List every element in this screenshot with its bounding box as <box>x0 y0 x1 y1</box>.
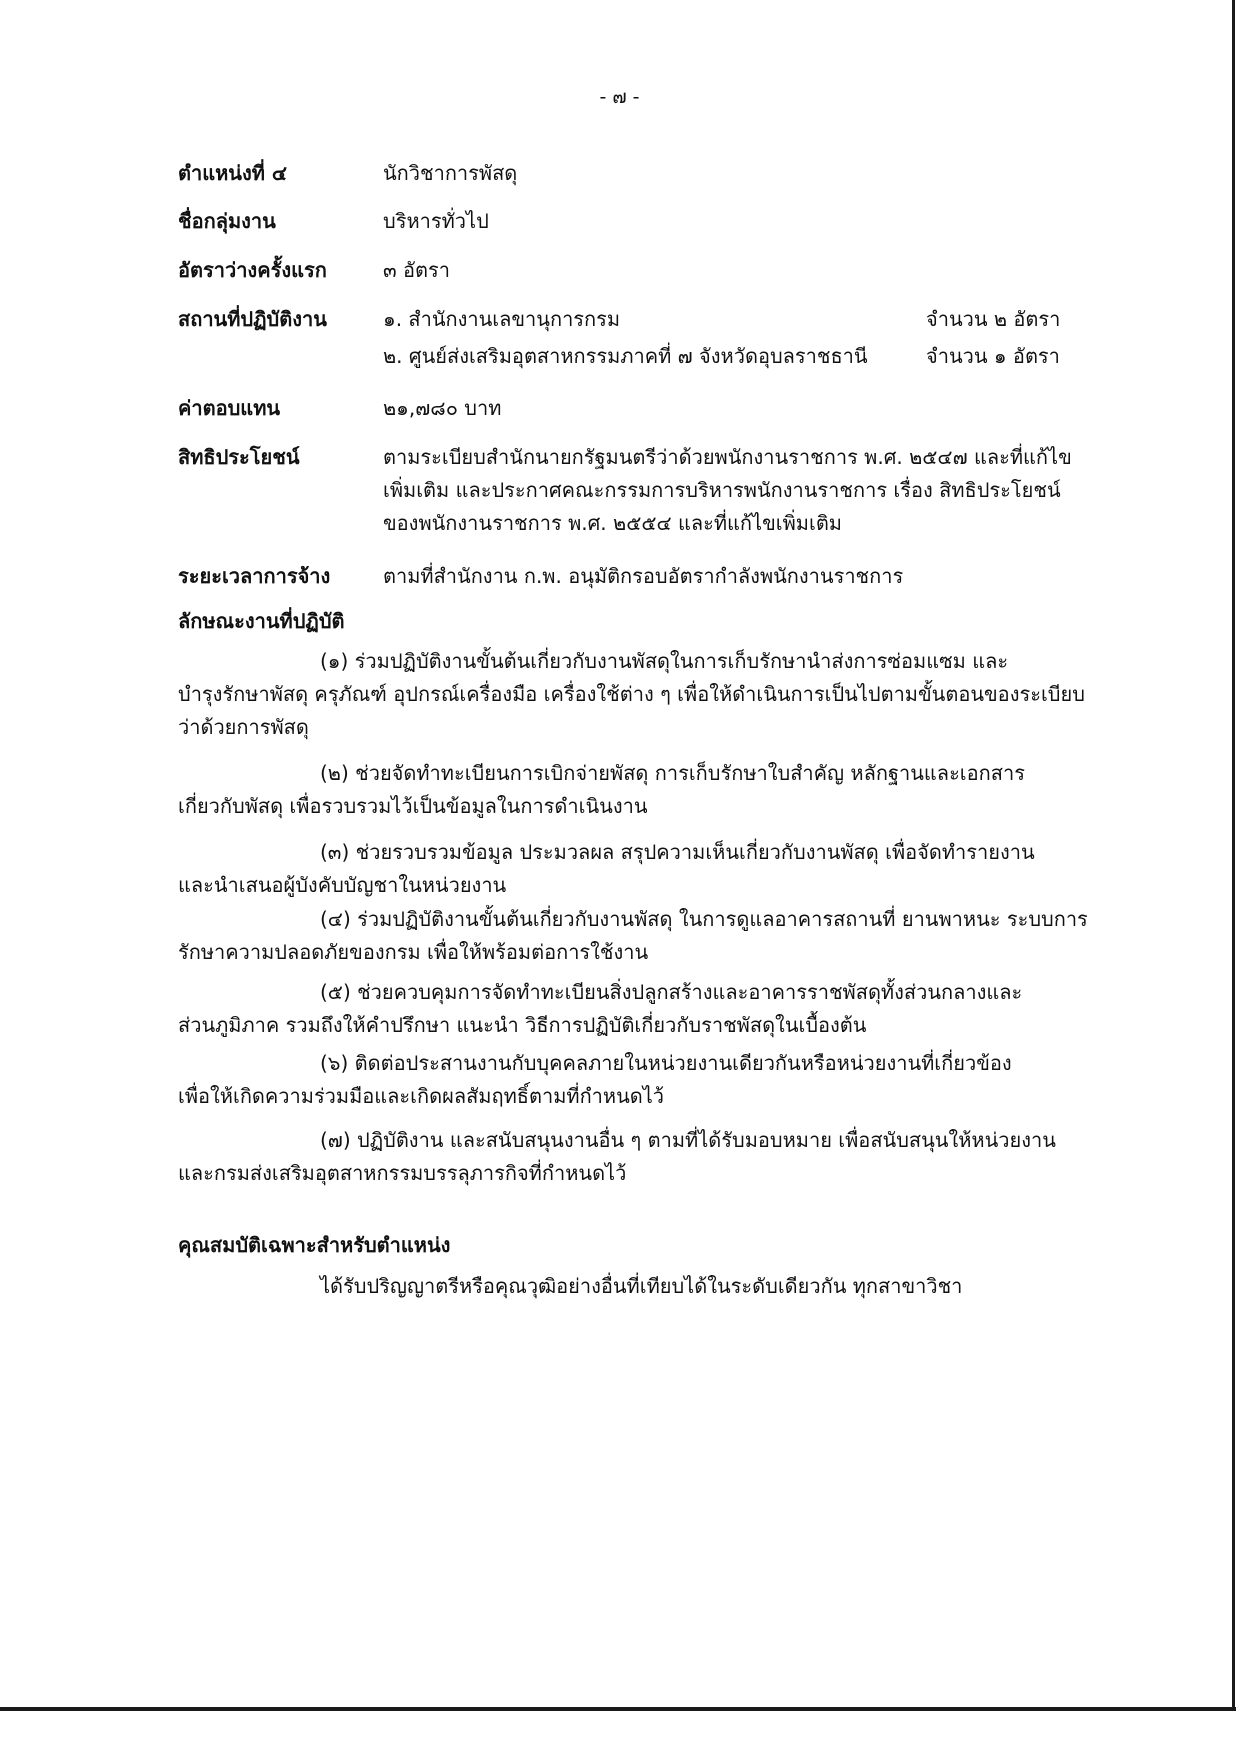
duty-line: และนำเสนอผู้บังคับบัญชาในหน่วยงาน <box>178 873 507 897</box>
duty-line: (๖) ติดต่อประสานงานกับบุคคลภายในหน่วยงานเดียวกันหรือหน่วยงานที่เกี่ยวข้อง <box>320 1051 1012 1075</box>
duty-item <box>178 836 1126 902</box>
scan-border-bottom <box>0 1707 1236 1711</box>
duty-line: ส่วนภูมิภาค รวมถึงให้คำปรึกษา แนะนำ วิธีการปฏิบัติเกี่ยวกับราชพัสดุในเบื้องต้น <box>178 1013 867 1037</box>
duty-line: บำรุงรักษาพัสดุ ครุภัณฑ์ อุปกรณ์เครื่องมือ เครื่องใช้ต่าง ๆ เพื่อให้ดำเนินการเป็นไปตามขั้นตอนของระเบียบ <box>178 682 1085 706</box>
location-item-name: ๒. ศูนย์ส่งเสริมอุตสาหกรรมภาคที่ ๗ จังหวัดอุบลราชธานี <box>383 344 868 368</box>
position-label: ตำแหน่งที่ ๔ <box>178 161 288 185</box>
duty-item <box>178 903 1126 969</box>
duty-line: และกรมส่งเสริมอุตสาหกรรมบรรลุภารกิจที่กำหนดไว้ <box>178 1161 627 1185</box>
group-value: บริหารทั่วไป <box>383 209 489 233</box>
page-number: - ๗ - <box>599 86 640 108</box>
qualifications-heading: คุณสมบัติเฉพาะสำหรับตำแหน่ง <box>178 1233 451 1257</box>
duty-item <box>178 1047 1126 1113</box>
benefits-line: ของพนักงานราชการ พ.ศ. ๒๕๕๔ และที่แก้ไขเพิ่มเติม <box>383 511 842 535</box>
duties-heading: ลักษณะงานที่ปฏิบัติ <box>178 609 345 633</box>
location-item-count: จำนวน ๒ อัตรา <box>926 307 1061 331</box>
position-value: นักวิชาการพัสดุ <box>383 161 518 185</box>
duty-line: (๑) ร่วมปฏิบัติงานขั้นต้นเกี่ยวกับงานพัสดุในการเก็บรักษานำส่งการซ่อมแซม และ <box>320 649 1009 673</box>
duty-item <box>178 757 1126 823</box>
salary-value: ๒๑,๗๘๐ บาท <box>383 396 502 420</box>
benefits-line: ตามระเบียบสำนักนายกรัฐมนตรีว่าด้วยพนักงานราชการ พ.ศ. ๒๕๔๗ และที่แก้ไข <box>383 445 1072 469</box>
duty-line: เกี่ยวกับพัสดุ เพื่อรวบรวมไว้เป็นข้อมูลในการดำเนินงาน <box>178 794 648 818</box>
duty-line: (๔) ร่วมปฏิบัติงานขั้นต้นเกี่ยวกับงานพัสดุ ในการดูแลอาคารสถานที่ ยานพาหนะ ระบบการ <box>320 907 1088 931</box>
benefits-text <box>383 441 1123 540</box>
salary-label: ค่าตอบแทน <box>178 396 281 420</box>
duty-item <box>178 645 1126 744</box>
duty-item <box>178 1124 1126 1190</box>
duty-line: เพื่อให้เกิดความร่วมมือและเกิดผลสัมฤทธิ์ตามที่กำหนดไว้ <box>178 1084 665 1108</box>
benefits-line: เพิ่มเติม และประกาศคณะกรรมการบริหารพนักงานราชการ เรื่อง สิทธิประโยชน์ <box>383 478 1061 502</box>
qualifications-text: ได้รับปริญญาตรีหรือคุณวุฒิอย่างอื่นที่เทียบได้ในระดับเดียวกัน ทุกสาขาวิชา <box>320 1274 963 1298</box>
location-item-name: ๑. สำนักงานเลขานุการกรม <box>383 307 621 331</box>
duration-value: ตามที่สำนักงาน ก.พ. อนุมัติกรอบอัตรากำลังพนักงานราชการ <box>383 564 904 588</box>
duty-line: ว่าด้วยการพัสดุ <box>178 715 309 739</box>
duty-line: (๕) ช่วยควบคุมการจัดทำทะเบียนสิ่งปลูกสร้างและอาคารราชพัสดุทั้งส่วนกลางและ <box>320 980 1023 1004</box>
duty-line: (๓) ช่วยรวบรวมข้อมูล ประมวลผล สรุปความเห็นเกี่ยวกับงานพัสดุ เพื่อจัดทำรายงาน <box>320 840 1035 864</box>
duty-line: (๒) ช่วยจัดทำทะเบียนการเบิกจ่ายพัสดุ การเก็บรักษาใบสำคัญ หลักฐานและเอกสาร <box>320 761 1025 785</box>
benefits-label: สิทธิประโยชน์ <box>178 445 300 469</box>
duty-item <box>178 976 1126 1042</box>
duration-label: ระยะเวลาการจ้าง <box>178 564 331 588</box>
location-label: สถานที่ปฏิบัติงาน <box>178 307 327 331</box>
duty-line: (๗) ปฏิบัติงาน และสนับสนุนงานอื่น ๆ ตามที่ได้รับมอบหมาย เพื่อสนับสนุนให้หน่วยงาน <box>320 1128 1056 1152</box>
duty-line: รักษาความปลอดภัยของกรม เพื่อให้พร้อมต่อการใช้งาน <box>178 940 649 964</box>
vacancy-value: ๓ อัตรา <box>383 258 451 282</box>
scan-border-right <box>1232 0 1235 1711</box>
group-label: ชื่อกลุ่มงาน <box>178 209 276 233</box>
location-item-count: จำนวน ๑ อัตรา <box>926 344 1060 368</box>
vacancy-label: อัตราว่างครั้งแรก <box>178 258 327 282</box>
